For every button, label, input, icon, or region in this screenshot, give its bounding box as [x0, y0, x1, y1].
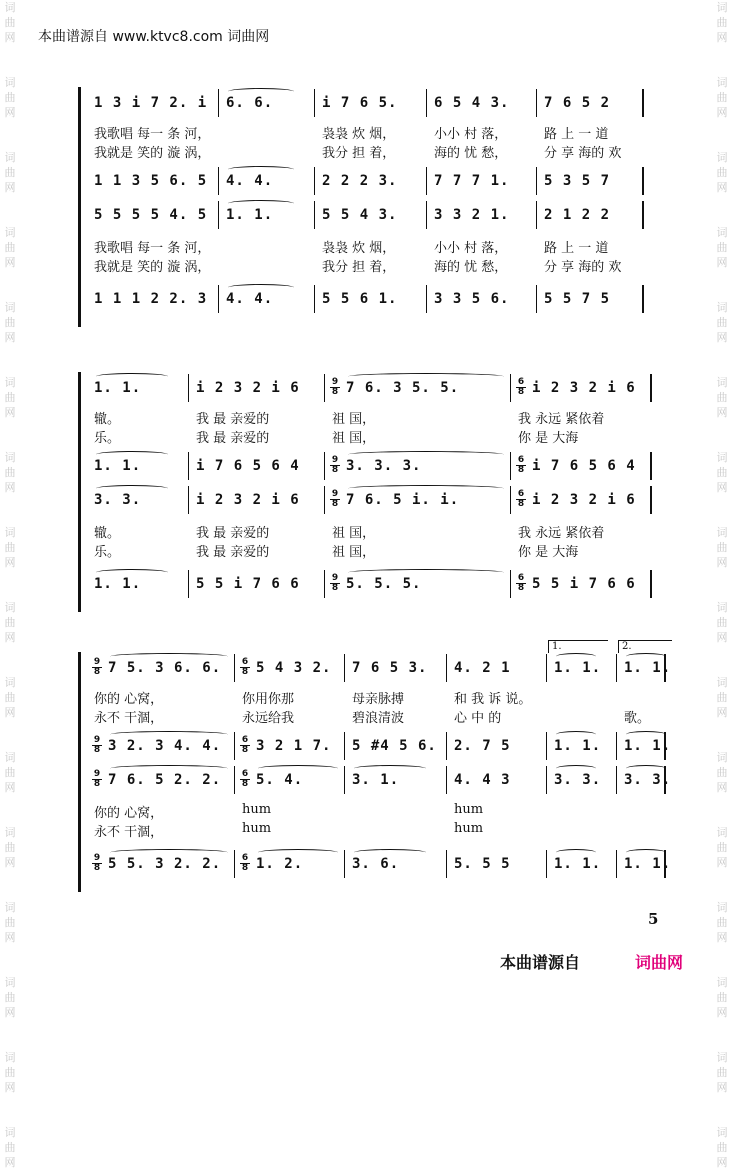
watermark-right: 词 曲 网 词 曲 网 词 曲 网 词 曲 网 词 曲 网 词 曲 网 词 曲 网 词 曲 网 词 曲 网 词 曲 网 词 曲 网 词 曲 网 词 曲 网 词 曲 网 词 曲 网 词 曲 网 [716, 1, 728, 1169]
bar-line [426, 201, 427, 229]
lyric-text: 你的 心窝， [94, 692, 164, 707]
lyric-text: 我分 担 着， [322, 146, 396, 161]
measure-notes: 1. 1. [624, 660, 672, 676]
lyric-text: 袅袅 炊 烟， [322, 127, 396, 142]
bar-line [642, 167, 644, 195]
tie-mark [354, 849, 426, 856]
bar-line [616, 732, 617, 760]
time-signature: 9 8 [93, 735, 101, 755]
tie-mark [556, 849, 596, 856]
measure-notes: 7 6. 3 5. 5. [346, 380, 460, 396]
lyric-text: 分 享 海的 欢 [544, 146, 622, 161]
bar-line [536, 285, 537, 313]
time-signature: 6 8 [241, 769, 249, 789]
lyric-text: 乐。 [94, 545, 121, 560]
measure-notes: 5 5 7 5 [544, 291, 611, 307]
lyric-text: 永不 干涸， [94, 711, 164, 726]
measure-notes: 5. 5 5 [454, 856, 511, 872]
lyric-text: 和 我 诉 说。 [454, 692, 532, 707]
watermark-left: 词 曲 网 词 曲 网 词 曲 网 词 曲 网 词 曲 网 词 曲 网 词 曲 网 词 曲 网 词 曲 网 词 曲 网 词 曲 网 词 曲 网 词 曲 网 词 曲 网 词 曲 网 词 曲 网 [4, 1, 16, 1169]
measure-notes: 1. 1. [226, 207, 274, 223]
bar-line [324, 486, 325, 514]
bar-line [546, 732, 547, 760]
lyric-text: 你的 心窝， [94, 806, 164, 821]
measure-notes: 1. 2. [256, 856, 304, 872]
tie-mark [110, 653, 228, 660]
measure-notes: 3. 3. [94, 492, 142, 508]
bar-line [344, 850, 345, 878]
time-signature: 9 8 [331, 573, 339, 593]
bar-line [536, 167, 537, 195]
notation-row [78, 455, 718, 478]
bar-line [314, 201, 315, 229]
bar-line [426, 167, 427, 195]
bar-line [344, 654, 345, 682]
lyric-text: 海的 忧 愁， [434, 260, 508, 275]
measure-notes: 4. 2 1 [454, 660, 511, 676]
bar-line [324, 374, 325, 402]
measure-notes: 4. 4. [226, 173, 274, 189]
bar-line [188, 452, 189, 480]
bar-line [510, 570, 511, 598]
lyric-row [78, 802, 718, 822]
measure-notes: 1. 1. [94, 458, 142, 474]
lyric-text: 我 最 亲爱的 [196, 526, 270, 541]
time-signature: 6 8 [517, 489, 525, 509]
notation-row [78, 657, 718, 680]
bar-line [446, 850, 447, 878]
bar-line [218, 89, 219, 117]
tie-mark [110, 731, 228, 738]
tie-mark [258, 765, 338, 772]
measure-notes: 5 5 4 3. [322, 207, 398, 223]
lyric-text: 辙。 [94, 412, 121, 427]
bar-line [314, 167, 315, 195]
measure-notes: 3 2. 3 4. 4. [108, 738, 222, 754]
measure-notes: 3. 3. 3. [346, 458, 422, 474]
bar-line [510, 452, 511, 480]
measure-notes: 1 1 1 2 2. 3 [94, 291, 208, 307]
measure-notes: 7 6 5 2 [544, 95, 611, 111]
lyric-text: 我歌唱 每一 条 河， [94, 241, 211, 256]
lyric-row [78, 256, 718, 276]
lyric-row [78, 688, 718, 708]
lyric-row [78, 541, 718, 561]
measure-notes: 5 4 3 2. [256, 660, 332, 676]
tie-mark [354, 765, 426, 772]
tie-mark [228, 200, 294, 207]
measure-notes: 1 1 3 5 6. 5 [94, 173, 208, 189]
bar-line [446, 654, 447, 682]
bar-line [616, 766, 617, 794]
lyric-text: 路 上 一 道 [544, 241, 609, 256]
tie-mark [348, 451, 504, 458]
tie-mark [626, 765, 666, 772]
time-signature: 6 8 [241, 735, 249, 755]
lyric-row [78, 707, 718, 727]
time-signature: 9 8 [331, 489, 339, 509]
notation-row [78, 573, 718, 596]
measure-notes: 1. 1. [94, 576, 142, 592]
bar-line [324, 570, 325, 598]
lyric-text: hum [242, 821, 272, 836]
time-signature: 9 8 [331, 377, 339, 397]
footer-source: 本曲谱源自 [500, 953, 581, 972]
bar-line [234, 850, 235, 878]
bar-line [218, 167, 219, 195]
time-signature: 9 8 [93, 769, 101, 789]
lyric-row [78, 408, 718, 428]
notation-row [78, 207, 718, 227]
measure-notes: 5 5. 3 2. 2. [108, 856, 222, 872]
bar-line [234, 732, 235, 760]
notation-row [78, 735, 718, 758]
lyric-text: hum [242, 802, 272, 817]
lyric-row [78, 142, 718, 162]
lyric-row [78, 427, 718, 447]
lyric-row [78, 522, 718, 542]
measure-notes: 1. 1. [624, 856, 672, 872]
bar-line [546, 654, 547, 682]
time-signature: 6 8 [517, 573, 525, 593]
lyric-text: 我 永远 紧依着 [518, 412, 605, 427]
tie-mark [96, 451, 168, 458]
lyric-row [78, 237, 718, 257]
bar-line [546, 766, 547, 794]
bar-line [188, 486, 189, 514]
time-signature: 6 8 [517, 455, 525, 475]
bar-line [510, 486, 511, 514]
lyric-text: 祖 国， [332, 412, 376, 427]
lyric-text: 我就是 笑的 漩 涡， [94, 260, 211, 275]
lyric-text: 分 享 海的 欢 [544, 260, 622, 275]
measure-notes: 4. 4. [226, 291, 274, 307]
lyric-text: 路 上 一 道 [544, 127, 609, 142]
lyric-text: 母亲脉搏 [352, 692, 405, 707]
measure-notes: 6. 6. [226, 95, 274, 111]
lyric-text: 祖 国， [332, 526, 376, 541]
lyric-text: 我 永远 紧依着 [518, 526, 605, 541]
measure-notes: 5 5 5 5 4. 5 [94, 207, 208, 223]
tie-mark [110, 849, 228, 856]
bar-line [510, 374, 511, 402]
measure-notes: 5 5 i 7 6 6 [532, 576, 636, 592]
measure-notes: 5 3 5 7 [544, 173, 611, 189]
measure-notes: i 2 3 2 i 6 [196, 380, 300, 396]
bar-line [314, 285, 315, 313]
measure-notes: 1. 1. [94, 380, 142, 396]
time-signature: 9 8 [331, 455, 339, 475]
bar-line [650, 570, 652, 598]
lyric-text: 你 是 大海 [518, 545, 579, 560]
notation-row [78, 377, 718, 400]
tie-mark [348, 485, 504, 492]
tie-mark [228, 284, 294, 291]
lyric-text: 我歌唱 每一 条 河， [94, 127, 211, 142]
measure-notes: i 7 6 5. [322, 95, 398, 111]
bar-line [344, 732, 345, 760]
bar-line [642, 201, 644, 229]
lyric-text: 你用你那 [242, 692, 295, 707]
measure-notes: 5 5 6 1. [322, 291, 398, 307]
bar-line [446, 732, 447, 760]
measure-notes: 3 3 5 6. [434, 291, 510, 307]
lyric-text: 辙。 [94, 526, 121, 541]
measure-notes: 7 6. 5 i. i. [346, 492, 460, 508]
lyric-text: hum [454, 821, 484, 836]
time-signature: 6 8 [241, 657, 249, 677]
lyric-text: hum [454, 802, 484, 817]
measure-notes: 7 5. 3 6. 6. [108, 660, 222, 676]
measure-notes: i 2 3 2 i 6 [196, 492, 300, 508]
time-signature: 9 8 [93, 853, 101, 873]
lyric-text: 乐。 [94, 431, 121, 446]
tie-mark [96, 485, 168, 492]
bar-line [234, 766, 235, 794]
tie-mark [556, 765, 596, 772]
bar-line [426, 285, 427, 313]
bar-line [642, 285, 644, 313]
bar-line [536, 201, 537, 229]
bar-line [650, 452, 652, 480]
measure-notes: 3. 3. [624, 772, 672, 788]
bar-line [650, 374, 652, 402]
bar-line [650, 486, 652, 514]
tie-mark [258, 849, 338, 856]
bar-line [344, 766, 345, 794]
measure-notes: 5 5 i 7 6 6 [196, 576, 300, 592]
footer-site: 词曲网 [635, 953, 684, 972]
lyric-text: 永不 干涸， [94, 825, 164, 840]
lyric-text: 袅袅 炊 烟， [322, 241, 396, 256]
time-signature: 9 8 [93, 657, 101, 677]
lyric-text: 歌。 [624, 711, 651, 726]
bar-line [446, 766, 447, 794]
measure-notes: 1. 1. [554, 738, 602, 754]
measure-notes: 5 #4 5 6. [352, 738, 437, 754]
notation-row [78, 489, 718, 512]
lyric-text: 我就是 笑的 漩 涡， [94, 146, 211, 161]
bar-line [188, 374, 189, 402]
measure-notes: 7 6. 5 2. 2. [108, 772, 222, 788]
measure-notes: 2. 7 5 [454, 738, 511, 754]
bar-line [188, 570, 189, 598]
volta-bracket: 2. [618, 640, 672, 653]
lyric-text: 祖 国， [332, 431, 376, 446]
lyric-text: 永远给我 [242, 711, 295, 726]
volta-bracket: 1. [548, 640, 608, 653]
bar-line [616, 850, 617, 878]
bar-line [234, 654, 235, 682]
measure-notes: 1. 1. [554, 660, 602, 676]
page-header: 本曲谱源自 www.ktvc8.com 词曲网 [38, 29, 270, 45]
tie-mark [556, 731, 596, 738]
notation-row [78, 769, 718, 792]
time-signature: 6 8 [241, 853, 249, 873]
notation-row [78, 853, 718, 876]
tie-mark [556, 653, 596, 660]
measure-notes: 5. 4. [256, 772, 304, 788]
lyric-text: 心 中 的 [454, 711, 502, 726]
page-number: 5 [648, 910, 659, 928]
bar-line [546, 850, 547, 878]
measure-notes: i 2 3 2 i 6 [532, 380, 636, 396]
measure-notes: 3. 1. [352, 772, 400, 788]
tie-mark [228, 88, 294, 95]
measure-notes: 5. 5. 5. [346, 576, 422, 592]
measure-notes: 6 5 4 3. [434, 95, 510, 111]
bar-line [218, 201, 219, 229]
measure-notes: 3 3 2 1. [434, 207, 510, 223]
lyric-text: 小小 村 落， [434, 127, 508, 142]
notation-row [78, 95, 718, 115]
lyric-text: 我 最 亲爱的 [196, 545, 270, 560]
bar-line [324, 452, 325, 480]
lyric-text: 碧浪清波 [352, 711, 405, 726]
lyric-text: 我 最 亲爱的 [196, 431, 270, 446]
notation-row [78, 291, 718, 311]
measure-notes: i 2 3 2 i 6 [532, 492, 636, 508]
tie-mark [110, 765, 228, 772]
lyric-text: 海的 忧 愁， [434, 146, 508, 161]
notation-row [78, 173, 718, 193]
tie-mark [96, 373, 168, 380]
tie-mark [626, 653, 666, 660]
measure-notes: 7 7 7 1. [434, 173, 510, 189]
lyric-text: 我 最 亲爱的 [196, 412, 270, 427]
measure-notes: 1. 1. [554, 856, 602, 872]
bar-line [426, 89, 427, 117]
measure-notes: 1 3 i 7 2. i [94, 95, 208, 111]
lyric-text: 祖 国， [332, 545, 376, 560]
measure-notes: 3 2 1 7. [256, 738, 332, 754]
bar-line [616, 654, 617, 682]
tie-mark [626, 849, 666, 856]
time-signature: 6 8 [517, 377, 525, 397]
tie-mark [228, 166, 294, 173]
tie-mark [96, 569, 168, 576]
measure-notes: 2 2 2 3. [322, 173, 398, 189]
measure-notes: 3. 3. [554, 772, 602, 788]
measure-notes: 3. 6. [352, 856, 400, 872]
bar-line [314, 89, 315, 117]
measure-notes: 4. 4 3 [454, 772, 511, 788]
bar-line [218, 285, 219, 313]
measure-notes: i 7 6 5 6 4 [196, 458, 300, 474]
bar-line [536, 89, 537, 117]
measure-notes: i 7 6 5 6 4 [532, 458, 636, 474]
lyric-text: 小小 村 落， [434, 241, 508, 256]
bar-line [642, 89, 644, 117]
lyric-row [78, 821, 718, 841]
tie-mark [626, 731, 666, 738]
lyric-text: 你 是 大海 [518, 431, 579, 446]
lyric-row [78, 123, 718, 143]
lyric-text: 我分 担 着， [322, 260, 396, 275]
measure-notes: 2 1 2 2 [544, 207, 611, 223]
tie-mark [348, 373, 504, 380]
measure-notes: 7 6 5 3. [352, 660, 428, 676]
tie-mark [348, 569, 504, 576]
measure-notes: 1. 1. [624, 738, 672, 754]
